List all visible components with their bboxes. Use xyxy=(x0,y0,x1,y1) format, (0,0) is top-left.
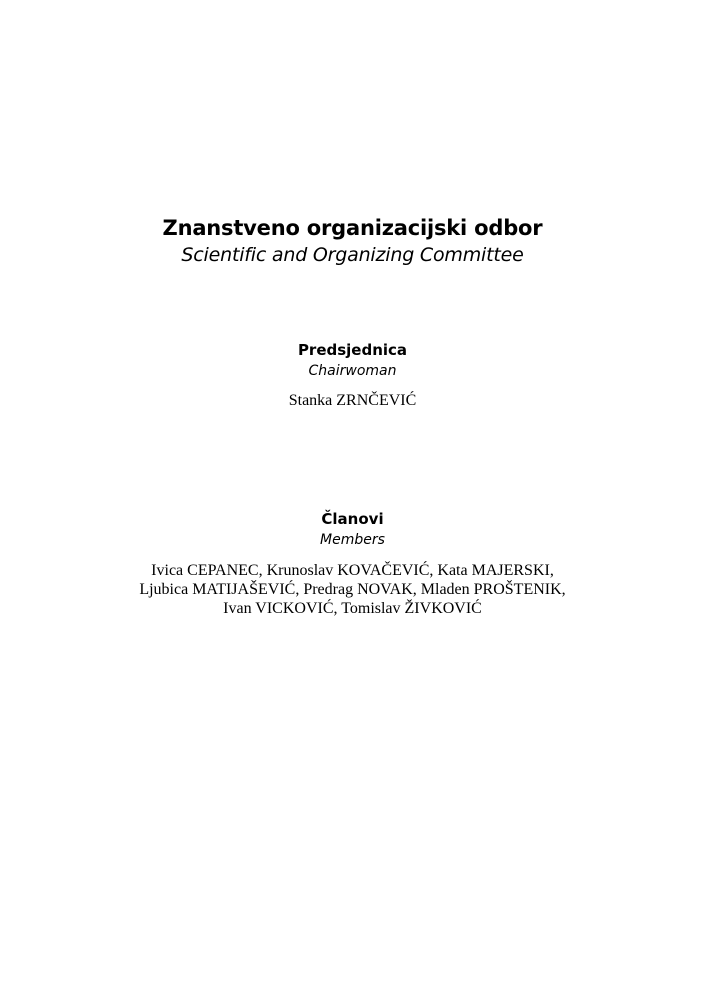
members-title: Članovi xyxy=(321,510,384,528)
members-list xyxy=(0,561,705,618)
page-subtitle: Scientific and Organizing Committee xyxy=(181,244,524,266)
members-section xyxy=(0,508,705,618)
chair-title: Predsjednica xyxy=(297,341,408,359)
committee-heading xyxy=(0,214,705,268)
members-line: Ivan VICKOVIĆ, Tomislav ŽIVKOVIĆ xyxy=(223,600,482,617)
chair-subtitle: Chairwoman xyxy=(308,363,397,379)
members-line: Ljubica MATIJAŠEVIĆ, Predrag NOVAK, Mladen PROŠTENIK, xyxy=(139,581,566,598)
members-line: Ivica CEPANEC, Krunoslav KOVAČEVIĆ, Kata MAJERSKI, xyxy=(151,562,554,579)
chair-name: Stanka ZRNČEVIĆ xyxy=(288,392,417,409)
chair-section xyxy=(0,339,705,410)
members-subtitle: Members xyxy=(320,532,385,548)
page-title: Znanstveno organizacijski odbor xyxy=(162,216,543,240)
